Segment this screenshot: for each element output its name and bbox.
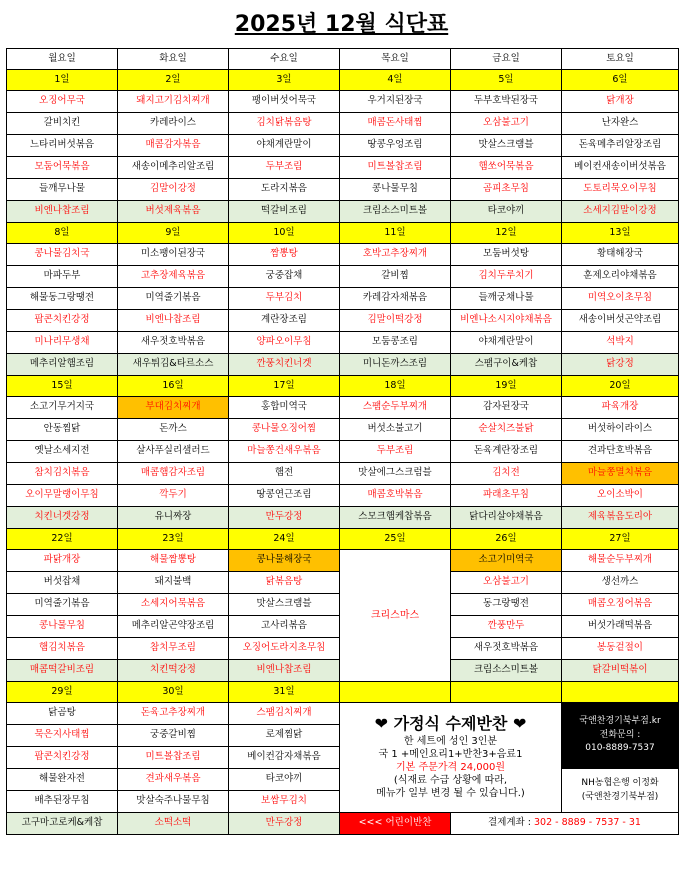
menu-item: 스팸김치찌개 [229, 703, 340, 725]
menu-item: 새송이버섯곤약조림 [562, 310, 679, 332]
menu-item: 모둠어묵볶음 [7, 157, 118, 179]
menu-item: 버섯잡채 [7, 572, 118, 594]
menu-item: 미역줄기볶음 [118, 288, 229, 310]
date-cell: 23일 [118, 529, 229, 550]
menu-item: 모둠버섯탕 [451, 244, 562, 266]
title-wrap [0, 0, 683, 44]
menu-item: 도토리묵오이무침 [562, 179, 679, 201]
date-cell: 26일 [451, 529, 562, 550]
menu-item: 콩나물김치국 [7, 244, 118, 266]
menu-item: 고추장제육볶음 [118, 266, 229, 288]
date-cell-empty [562, 682, 679, 703]
menu-item: 스모크햄케찹볶음 [340, 507, 451, 529]
promo-title-text: 가정식 수제반찬 [393, 713, 508, 733]
date-row [7, 70, 679, 91]
promo-line-2: 국 1 +메인요리1+반찬3+음료1 [378, 749, 523, 761]
menu-item: 카레감자채볶음 [340, 288, 451, 310]
menu-item: 스팸순두부찌개 [340, 397, 451, 419]
menu-item: 모둠콩조림 [340, 332, 451, 354]
day-header: 목요일 [340, 49, 451, 70]
menu-item: 버섯소불고기 [340, 419, 451, 441]
date-cell: 5일 [451, 70, 562, 91]
menu-item: 매콤호박볶음 [340, 485, 451, 507]
date-cell: 13일 [562, 223, 679, 244]
menu-item: 맛살스크램블 [451, 135, 562, 157]
menu-item: 크림소스미트볼 [451, 660, 562, 682]
menu-item: 오이소박이 [562, 485, 679, 507]
menu-item: 안동찜닭 [7, 419, 118, 441]
menu-item: 메추리알햄조림 [7, 354, 118, 376]
menu-item: 참치김치볶음 [7, 463, 118, 485]
menu-item: 들깨궁채나물 [451, 288, 562, 310]
menu-item: 닭다리살야채볶음 [451, 507, 562, 529]
menu-table-body [7, 49, 679, 835]
date-cell: 4일 [340, 70, 451, 91]
day-header-row [7, 49, 679, 70]
menu-item: 맛살숙주나물무침 [118, 791, 229, 813]
date-cell: 16일 [118, 376, 229, 397]
menu-item: 호박고추장찌개 [340, 244, 451, 266]
date-cell: 24일 [229, 529, 340, 550]
menu-item: 미트볼찹조림 [118, 747, 229, 769]
promo-price: 기본 주문가격 24,000원 [396, 762, 505, 774]
menu-row [7, 354, 679, 376]
menu-item: 훈제오리야채볶음 [562, 266, 679, 288]
menu-item: 김치닭볶음탕 [229, 113, 340, 135]
menu-item: 만두강정 [229, 507, 340, 529]
menu-row [7, 113, 679, 135]
bank-line-1: NH농협은행 이정화 [581, 778, 659, 788]
day-header: 토요일 [562, 49, 679, 70]
menu-item: 참치무조림 [118, 638, 229, 660]
date-cell: 25일 [340, 529, 451, 550]
menu-item: 곰피초무침 [451, 179, 562, 201]
menu-item: 홍합미역국 [229, 397, 340, 419]
menu-row [7, 550, 679, 572]
menu-item: 매콤돈사태찜 [340, 113, 451, 135]
menu-item: 두부호박된장국 [451, 91, 562, 113]
menu-item: 해물동그랑땡전 [7, 288, 118, 310]
heart-icon: ❤ [512, 713, 527, 733]
menu-item: 로제찜닭 [229, 725, 340, 747]
menu-item: 고구마고로케&케찹 [7, 813, 118, 835]
menu-item: 돈육고추장찌개 [118, 703, 229, 725]
date-cell: 18일 [340, 376, 451, 397]
menu-item: 제육볶음도리아 [562, 507, 679, 529]
menu-item: 김말이떡강정 [340, 310, 451, 332]
date-cell: 27일 [562, 529, 679, 550]
menu-item: 매콤햄감자조림 [118, 463, 229, 485]
menu-item: 마늘쫑멸치볶음 [562, 463, 679, 485]
menu-item: 느타리버섯볶음 [7, 135, 118, 157]
menu-row [7, 135, 679, 157]
date-cell: 20일 [562, 376, 679, 397]
heart-icon: ❤ [374, 713, 389, 733]
menu-item: 마파두부 [7, 266, 118, 288]
kids-side-dish-label: <<< 어린이반찬 [340, 813, 451, 835]
date-cell: 9일 [118, 223, 229, 244]
menu-item: 타코야끼 [229, 769, 340, 791]
menu-item: 닭갈비떡볶이 [562, 660, 679, 682]
menu-row [7, 310, 679, 332]
menu-item: 비엔나찹조림 [7, 201, 118, 223]
date-row [7, 529, 679, 550]
menu-row [7, 157, 679, 179]
promo-line-1: 한 세트에 성인 3인분 [403, 736, 498, 748]
menu-item: 카레라이스 [118, 113, 229, 135]
menu-item: 파육개장 [562, 397, 679, 419]
menu-item: 감자된장국 [451, 397, 562, 419]
menu-item: 돈육메추리알장조림 [562, 135, 679, 157]
date-cell: 19일 [451, 376, 562, 397]
menu-item: 스팸구이&케찹 [451, 354, 562, 376]
menu-item: 비엔나소시지야채볶음 [451, 310, 562, 332]
date-cell: 17일 [229, 376, 340, 397]
menu-item: 팝콘치킨강정 [7, 310, 118, 332]
day-header: 수요일 [229, 49, 340, 70]
menu-item: 옛날소세지전 [7, 441, 118, 463]
menu-item: 야채계란말이 [451, 332, 562, 354]
menu-item: 해물완자전 [7, 769, 118, 791]
menu-row [7, 419, 679, 441]
date-cell: 12일 [451, 223, 562, 244]
menu-item: 돼지불백 [118, 572, 229, 594]
menu-item: 치킨너겟강정 [7, 507, 118, 529]
menu-item: 맛살스크램블 [229, 594, 340, 616]
menu-item: 햄전 [229, 463, 340, 485]
menu-item: 소떡소떡 [118, 813, 229, 835]
store-phone: 010-8889-7537 [585, 743, 655, 754]
menu-item: 타코야끼 [451, 201, 562, 223]
menu-item: 매콤오징어볶음 [562, 594, 679, 616]
menu-item: 콩나물무침 [7, 616, 118, 638]
menu-row [7, 441, 679, 463]
phone-label: 전화문의 : [599, 729, 641, 740]
menu-item: 닭개장 [562, 91, 679, 113]
menu-item: 두부김치 [229, 288, 340, 310]
store-name: 국앤찬경기북부점.kr [579, 716, 661, 727]
menu-item: 궁중잡채 [229, 266, 340, 288]
menu-item: 견과새우볶음 [118, 769, 229, 791]
bank-line-2: (국앤찬경기북부점) [581, 791, 659, 802]
menu-item: 파래초무침 [451, 485, 562, 507]
menu-item: 콩나물오징어찜 [229, 419, 340, 441]
menu-item: 궁중갈비찜 [118, 725, 229, 747]
date-cell: 6일 [562, 70, 679, 91]
date-cell: 30일 [118, 682, 229, 703]
date-cell: 29일 [7, 682, 118, 703]
menu-item: 계란장조림 [229, 310, 340, 332]
menu-table [6, 48, 679, 835]
menu-item: 깍두기 [118, 485, 229, 507]
menu-item: 해물짬뽕탕 [118, 550, 229, 572]
menu-item: 닭곰탕 [7, 703, 118, 725]
menu-item: 오징어무국 [7, 91, 118, 113]
menu-item: 비엔나찹조림 [229, 660, 340, 682]
menu-item: 우거지된장국 [340, 91, 451, 113]
account-label: 결제계좌 : [488, 817, 534, 829]
menu-item: 미역줄기볶음 [7, 594, 118, 616]
menu-item: 깐풍치킨너겟 [229, 354, 340, 376]
menu-item: 베이컨새송이버섯볶음 [562, 157, 679, 179]
menu-item: 봉동겉절이 [562, 638, 679, 660]
menu-item: 팽이버섯어묵국 [229, 91, 340, 113]
day-header: 월요일 [7, 49, 118, 70]
menu-item: 보쌈무김치 [229, 791, 340, 813]
store-info [562, 703, 679, 769]
date-cell-empty [451, 682, 562, 703]
menu-item: 소세지어묵볶음 [118, 594, 229, 616]
date-cell: 8일 [7, 223, 118, 244]
promo-title [375, 715, 527, 733]
menu-item: 묵은지사태찜 [7, 725, 118, 747]
menu-item: 크림소스미트볼 [340, 201, 451, 223]
payment-account [451, 813, 679, 835]
menu-item: 들깨무나물 [7, 179, 118, 201]
menu-item: 미니돈까스조림 [340, 354, 451, 376]
menu-item: 오이무말랭이무침 [7, 485, 118, 507]
menu-item: 김말이강정 [118, 179, 229, 201]
menu-item: 파닭개장 [7, 550, 118, 572]
menu-row [7, 813, 679, 835]
menu-item: 돈까스 [118, 419, 229, 441]
menu-item: 베이컨감자채볶음 [229, 747, 340, 769]
date-cell: 22일 [7, 529, 118, 550]
menu-row [7, 485, 679, 507]
menu-item: 만두강정 [229, 813, 340, 835]
account-number: 302 - 8889 - 7537 - 31 [533, 817, 641, 829]
date-row [7, 376, 679, 397]
menu-row [7, 288, 679, 310]
menu-item: 갈비치킨 [7, 113, 118, 135]
menu-item: 배추된장무침 [7, 791, 118, 813]
menu-item: 오징어도라지초무침 [229, 638, 340, 660]
menu-item: 소고기미역국 [451, 550, 562, 572]
menu-item: 땅콩연근조림 [229, 485, 340, 507]
menu-row [7, 463, 679, 485]
menu-item: 매콤떡갈비조림 [7, 660, 118, 682]
menu-item: 마늘쫑건새우볶음 [229, 441, 340, 463]
promo-box [340, 703, 562, 813]
menu-item: 새우젓호박볶음 [451, 638, 562, 660]
menu-item: 소세지김말이강정 [562, 201, 679, 223]
menu-item: 치킨떡강정 [118, 660, 229, 682]
menu-item: 닭볶음탕 [229, 572, 340, 594]
menu-row [7, 266, 679, 288]
date-cell: 11일 [340, 223, 451, 244]
menu-item: 돈육계란장조림 [451, 441, 562, 463]
menu-row [7, 201, 679, 223]
date-cell-empty [340, 682, 451, 703]
menu-item: 석박지 [562, 332, 679, 354]
menu-item: 비엔나찹조림 [118, 310, 229, 332]
menu-row [7, 397, 679, 419]
menu-item: 황태해장국 [562, 244, 679, 266]
menu-item: 생선까스 [562, 572, 679, 594]
promo-line-4: (식재료 수급 상황에 따라, [393, 775, 508, 787]
menu-item: 새우튀김&타르소스 [118, 354, 229, 376]
menu-item: 해물순두부찌개 [562, 550, 679, 572]
menu-item: 콩나물무침 [340, 179, 451, 201]
day-header: 금요일 [451, 49, 562, 70]
page-title: 2025년 12월 식단표 [234, 11, 449, 37]
menu-item: 미나리무생채 [7, 332, 118, 354]
menu-item: 야채계란말이 [229, 135, 340, 157]
menu-item: 미역오이초무침 [562, 288, 679, 310]
date-cell: 3일 [229, 70, 340, 91]
menu-item: 돼지고기김치찌개 [118, 91, 229, 113]
promo-line-5: 메뉴가 일부 변경 될 수 있습니다.) [376, 788, 525, 800]
menu-item: 새송이메추리알조림 [118, 157, 229, 179]
date-cell: 2일 [118, 70, 229, 91]
menu-item: 땅콩우엉조림 [340, 135, 451, 157]
menu-row [7, 332, 679, 354]
menu-item: 햄쏘어묵볶음 [451, 157, 562, 179]
menu-item: 미트볼찹조림 [340, 157, 451, 179]
menu-row [7, 703, 679, 725]
menu-item: 동그랑땡전 [451, 594, 562, 616]
menu-item: 고사리볶음 [229, 616, 340, 638]
menu-item: 김치두루치기 [451, 266, 562, 288]
menu-item: 오삼불고기 [451, 113, 562, 135]
date-row [7, 223, 679, 244]
menu-item: 두부조림 [229, 157, 340, 179]
menu-item: 콩나물해장국 [229, 550, 340, 572]
day-header: 화요일 [118, 49, 229, 70]
menu-item: 매콤감자볶음 [118, 135, 229, 157]
menu-item: 유니짜장 [118, 507, 229, 529]
date-cell: 10일 [229, 223, 340, 244]
date-cell: 1일 [7, 70, 118, 91]
menu-item: 양파오이무침 [229, 332, 340, 354]
menu-item: 버섯제육볶음 [118, 201, 229, 223]
menu-item: 견과단호박볶음 [562, 441, 679, 463]
menu-item: 난자완스 [562, 113, 679, 135]
menu-item: 메추리알곤약장조림 [118, 616, 229, 638]
menu-item: 떡갈비조림 [229, 201, 340, 223]
menu-item: 버섯하이라이스 [562, 419, 679, 441]
menu-row [7, 91, 679, 113]
date-row [7, 682, 679, 703]
menu-row [7, 507, 679, 529]
menu-item: 부대김치찌개 [118, 397, 229, 419]
menu-item: 버섯가래떡볶음 [562, 616, 679, 638]
menu-item: 새우젓호박볶음 [118, 332, 229, 354]
menu-item: 김치전 [451, 463, 562, 485]
date-cell: 15일 [7, 376, 118, 397]
menu-item: 도라지볶음 [229, 179, 340, 201]
menu-item: 순살치즈불닭 [451, 419, 562, 441]
menu-row [7, 244, 679, 266]
menu-item: 두부조림 [340, 441, 451, 463]
christmas-cell: 크리스마스 [340, 550, 451, 682]
menu-item: 오삼불고기 [451, 572, 562, 594]
menu-item: 깐풍만두 [451, 616, 562, 638]
menu-item: 소고기무거지국 [7, 397, 118, 419]
menu-item: 짬뽕탕 [229, 244, 340, 266]
menu-row [7, 179, 679, 201]
menu-item: 살사푸실리샐러드 [118, 441, 229, 463]
date-cell: 31일 [229, 682, 340, 703]
menu-item: 맛살에그스크럼블 [340, 463, 451, 485]
menu-item: 햄김치볶음 [7, 638, 118, 660]
promo-inner [340, 703, 561, 812]
menu-item: 팝콘치킨강정 [7, 747, 118, 769]
bank-info [562, 769, 679, 813]
menu-item: 닭강정 [562, 354, 679, 376]
menu-item: 갈비찜 [340, 266, 451, 288]
menu-item: 미소팽이된장국 [118, 244, 229, 266]
